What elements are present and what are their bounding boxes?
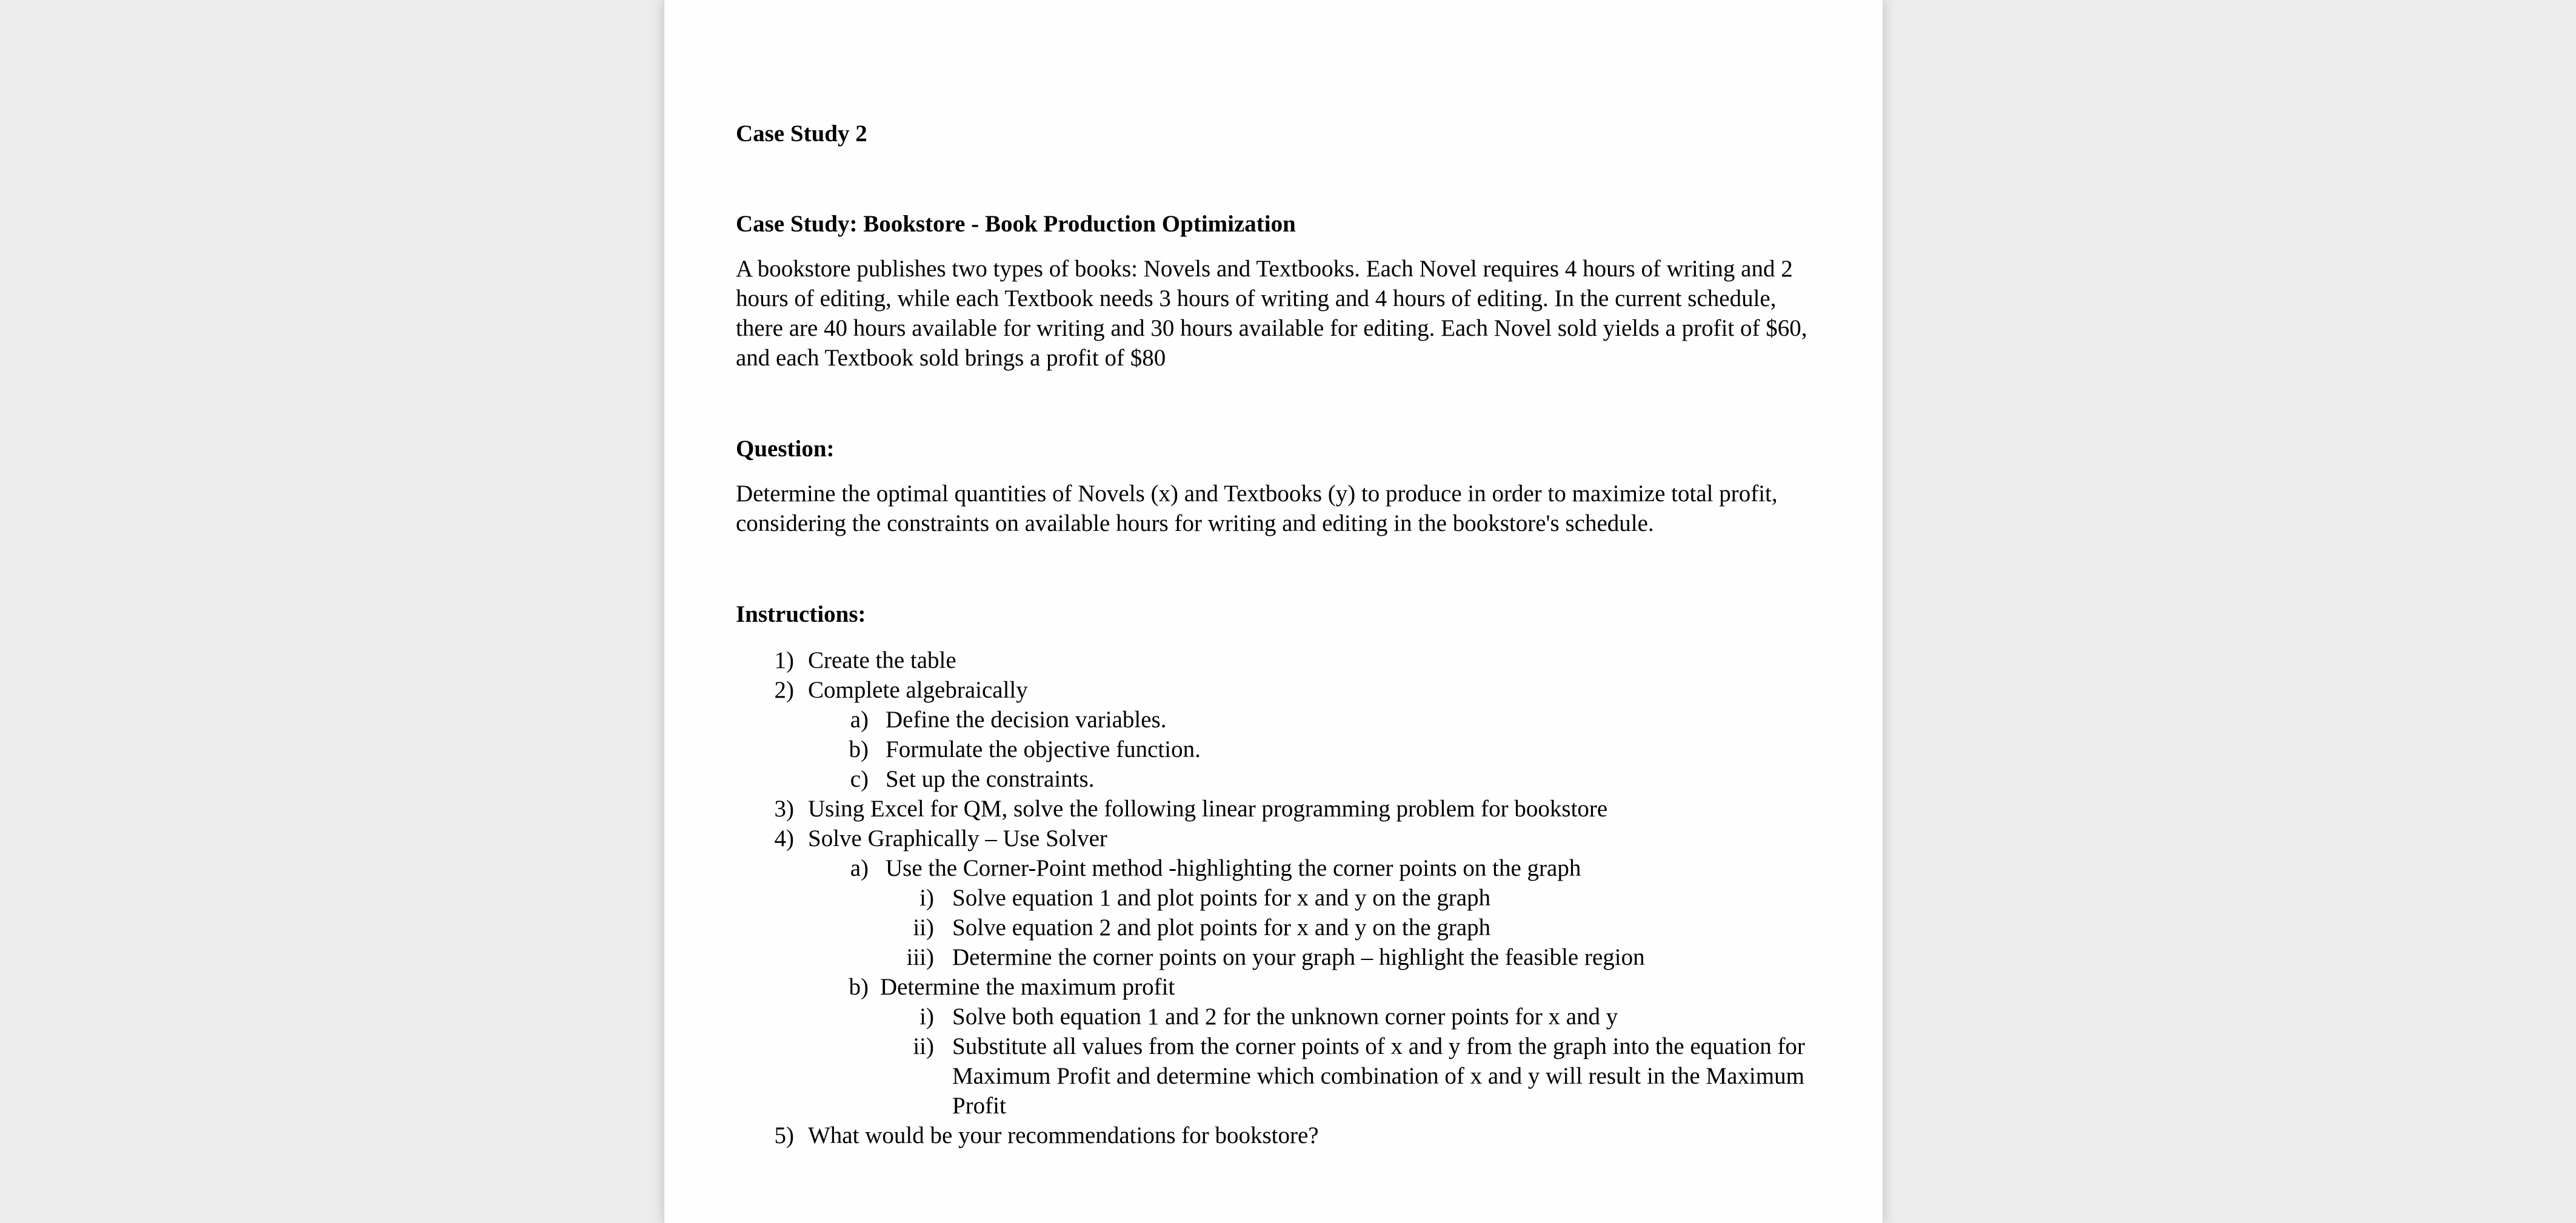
- intro-paragraph: A bookstore publishes two types of books: Novels and Textbooks. Each Novel requires 4 hours of writing and 2 hours of editing, while each Textbook needs 3 hours of writing and 4 hours of editing. In the current schedule, there are 40 hours available for writing and 30 hours available for editing. Each Novel sold yields a profit of $60, and each Textbook sold brings a profit of $80: [736, 256, 1807, 371]
- list-marker: 4): [774, 825, 794, 851]
- list-item: [736, 675, 1821, 705]
- list-text: Solve equation 1 and plot points for x and y on the graph: [952, 885, 1491, 911]
- list-item: [736, 942, 1821, 972]
- list-text: Formulate the objective function.: [886, 736, 1201, 762]
- list-text: Define the decision variables.: [886, 707, 1167, 733]
- list-marker: 3): [774, 796, 794, 822]
- list-item: [736, 853, 1821, 883]
- list-text: Using Excel for QM, solve the following linear programming problem for bookstore: [808, 796, 1608, 822]
- list-text: Complete algebraically: [808, 677, 1028, 703]
- list-item: [736, 913, 1821, 942]
- list-marker: 2): [774, 677, 794, 703]
- list-marker: 5): [774, 1122, 794, 1148]
- list-marker: b): [849, 736, 869, 762]
- list-item: [736, 972, 1821, 1002]
- list-item: [736, 735, 1821, 764]
- list-text: Set up the constraints.: [886, 766, 1095, 792]
- list-marker: a): [850, 855, 869, 881]
- document-content: [736, 119, 1821, 1150]
- list-text: Determine the maximum profit: [880, 974, 1175, 1000]
- list-marker: i): [919, 1004, 934, 1030]
- document-page: [663, 0, 1884, 1223]
- list-text: Determine the corner points on your graph – highlight the feasible region: [952, 944, 1645, 970]
- list-item: [736, 824, 1821, 853]
- list-text: Create the table: [808, 647, 956, 673]
- list-item: [736, 1002, 1821, 1031]
- list-item: [736, 705, 1821, 735]
- list-marker: b): [849, 974, 869, 1000]
- list-marker: i): [919, 885, 934, 911]
- list-text: Use the Corner-Point method -highlighting the corner points on the graph: [886, 855, 1581, 881]
- list-marker: ii): [913, 1033, 934, 1059]
- list-text: What would be your recommendations for bookstore?: [808, 1122, 1319, 1148]
- list-marker: 1): [774, 647, 794, 673]
- list-item: [736, 1031, 1821, 1121]
- list-item: [736, 883, 1821, 913]
- list-item: [736, 645, 1821, 675]
- instructions-list: [736, 645, 1821, 1150]
- list-marker: a): [850, 707, 869, 733]
- question-paragraph: Determine the optimal quantities of Novels (x) and Textbooks (y) to produce in order to maximize total profit, considering the constraints on available hours for writing and editing in the bookstore's schedule.: [736, 481, 1778, 536]
- list-marker: ii): [913, 915, 934, 941]
- list-item: [736, 764, 1821, 794]
- list-text: Substitute all values from the corner points of x and y from the graph into the equation for Maximum Profit and determine which combination of x and y will result in the Maximum Profit: [952, 1033, 1805, 1119]
- list-text: Solve both equation 1 and 2 for the unknown corner points for x and y: [952, 1004, 1618, 1030]
- case-study-subtitle: Case Study: Bookstore - Book Production Optimization: [736, 211, 1296, 237]
- list-text: Solve equation 2 and plot points for x and y on the graph: [952, 915, 1491, 941]
- list-item: [736, 1121, 1821, 1150]
- list-marker: c): [850, 766, 869, 792]
- list-marker: iii): [906, 944, 934, 970]
- list-item: [736, 794, 1821, 824]
- instructions-heading: Instructions:: [736, 601, 866, 627]
- question-heading: Question:: [736, 436, 835, 462]
- case-study-title: Case Study 2: [736, 121, 867, 147]
- list-text: Solve Graphically – Use Solver: [808, 825, 1107, 851]
